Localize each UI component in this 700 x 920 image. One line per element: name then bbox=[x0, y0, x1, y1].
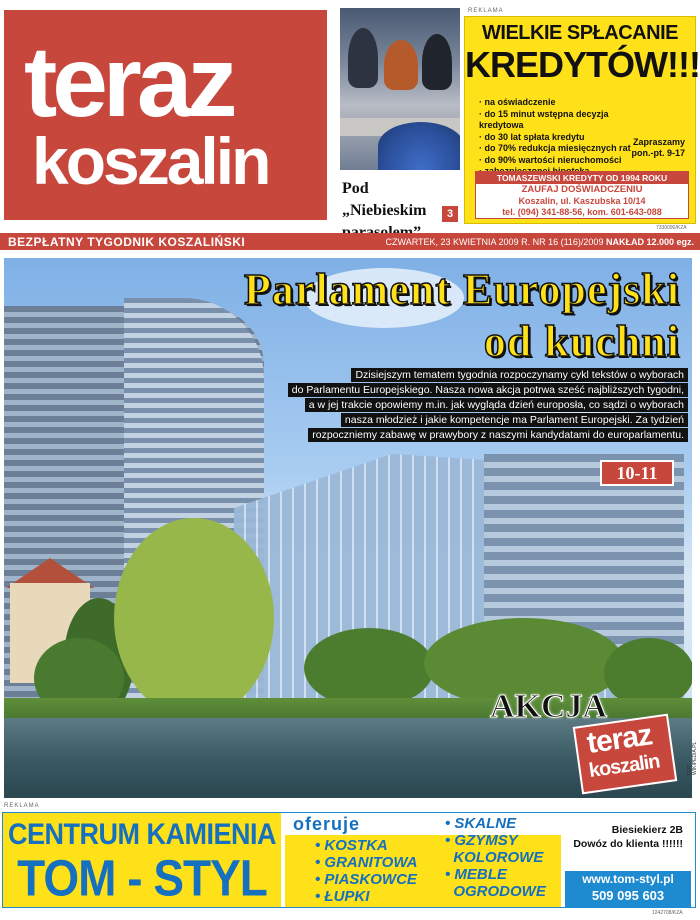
ad-offer-item: KOLOROWE bbox=[453, 849, 544, 866]
teaser-page-number: 3 bbox=[442, 206, 458, 222]
cover-headline-line-2[interactable]: od kuchni bbox=[483, 317, 680, 366]
ad-bullet-list bbox=[479, 97, 639, 178]
lead-line: Dzisiejszym tematem tygodnia rozpoczynamy cykl tekstów o wyborach bbox=[351, 368, 688, 382]
blue-umbrella bbox=[378, 122, 460, 170]
ad-headline-1: WIELKIE SPŁACANIE bbox=[482, 22, 678, 44]
ad-bullet: · do 30 lat spłata kredytu bbox=[479, 132, 639, 144]
badge-line-1: teraz bbox=[584, 718, 654, 761]
cover-headline-line-1[interactable]: Parlament Europejski bbox=[244, 265, 680, 314]
ad-invite: Zapraszamy bbox=[632, 137, 685, 147]
ad-contact-panel bbox=[565, 871, 691, 907]
teaser-photo bbox=[340, 8, 460, 170]
lead-line: rozpoczniemy zabawę w prawybory z naszymi kandydatami do europarlamentu. bbox=[308, 428, 688, 442]
ad-code-top: 7330090/KZA bbox=[656, 225, 687, 231]
ad-offers-title: oferuje bbox=[293, 814, 361, 834]
ad-label-bottom: REKLAMA bbox=[4, 803, 40, 809]
ad-delivery: Dowóz do klienta !!!!!! bbox=[573, 838, 683, 850]
ad-code-bottom: 1242708/KZA bbox=[652, 910, 683, 916]
ad-contact-box bbox=[475, 171, 689, 219]
ad-address: Koszalin, ul. Kaszubska 10/14 bbox=[518, 196, 646, 206]
loan-advertisement[interactable] bbox=[464, 16, 700, 224]
ad-company-name: CENTRUM KAMIENIA bbox=[8, 817, 276, 851]
ad-slogan: ZAUFAJ DOŚWIADCZENIU bbox=[521, 184, 643, 195]
lead-line: do Parlamentu Europejskiego. Nasza nowa akcja potrwa sześć najbliższych tygodni, bbox=[288, 383, 688, 397]
ad-offer-item: • KOSTKA bbox=[315, 837, 417, 854]
ad-bullet: · do 70% redukcja miesięcznych rat bbox=[479, 143, 639, 155]
ad-offer-item: OGRODOWE bbox=[453, 883, 546, 900]
stone-centre-advertisement[interactable] bbox=[2, 812, 696, 908]
masthead-line-koszalin: koszalin bbox=[32, 124, 269, 198]
ad-offer-item: • PIASKOWCE bbox=[315, 871, 417, 888]
badge-line-2: koszalin bbox=[587, 750, 661, 783]
ad-hours: pon.-pt. 9-17 bbox=[631, 148, 685, 158]
paper-tagline: BEZPŁATNY TYGODNIK KOSZALIŃSKI bbox=[8, 235, 246, 249]
masthead-line-teraz: teraz bbox=[24, 26, 233, 138]
ad-label-top: REKLAMA bbox=[468, 8, 504, 14]
ad-offer-item: • SKALNE bbox=[445, 815, 546, 832]
ad-address-block bbox=[573, 823, 683, 851]
cover-pages-badge[interactable]: 10-11 bbox=[600, 460, 674, 486]
ad-offer-item: • MEBLE bbox=[445, 866, 546, 883]
photo-credit: FOT. WIKIPEDIA.PL bbox=[687, 741, 698, 775]
ad-offer-item: • ŁUPKI bbox=[315, 888, 417, 905]
ad-offers-col-1 bbox=[315, 837, 417, 905]
teaser-caption: Pod „Niebieskim bbox=[342, 180, 427, 219]
ad-offers-col-2 bbox=[445, 815, 546, 900]
ad-phone: tel. (094) 341-88-56, kom. 601-643-088 bbox=[502, 207, 662, 217]
issue-info bbox=[386, 236, 694, 248]
masthead-logo[interactable] bbox=[4, 10, 327, 220]
ad-offer-item: • GZYMSY bbox=[445, 832, 546, 849]
ad-bullet: · na oświadczenie bbox=[479, 97, 639, 109]
ad-company: TOMASZEWSKI KREDYTY OD 1994 ROKU bbox=[476, 172, 688, 184]
akcja-label: AKCJA bbox=[490, 688, 608, 725]
lead-line: nasza młodzież i jakie kompetencje ma Parlament Europejski. Za tydzień bbox=[341, 413, 688, 427]
ad-address: Biesiekierz 2B bbox=[611, 824, 683, 836]
ad-brand-panel bbox=[3, 813, 281, 907]
teraz-koszalin-badge bbox=[573, 714, 678, 795]
cover-lead bbox=[258, 368, 688, 443]
ad-phone-number: 509 095 603 bbox=[591, 888, 665, 903]
issue-date: CZWARTEK, 23 KWIETNIA 2009 R. NR 16 (116)/2009 bbox=[385, 237, 604, 247]
info-bar bbox=[0, 233, 700, 250]
ad-offer-item: • GRANITOWA bbox=[315, 854, 417, 871]
ad-opening-hours bbox=[625, 137, 685, 159]
circulation: NAKŁAD 12.000 egz. bbox=[605, 237, 694, 247]
ad-headline-2: KREDYTÓW!!! bbox=[465, 44, 700, 85]
ad-bullet: · do 15 minut wstępna decyzja kredytowa bbox=[479, 109, 639, 132]
ad-bullet: · do 90% wartości nieruchomości bbox=[479, 155, 639, 167]
lead-line: a w jej trakcie opowiemy m.in. jak wygląda dzień europosła, co sądzi o wyborach bbox=[305, 398, 688, 412]
teaser-story[interactable] bbox=[340, 8, 460, 224]
ad-website-link[interactable]: www.tom-styl.pl bbox=[582, 872, 674, 886]
ad-company-brand: TOM - STYL bbox=[17, 849, 267, 907]
